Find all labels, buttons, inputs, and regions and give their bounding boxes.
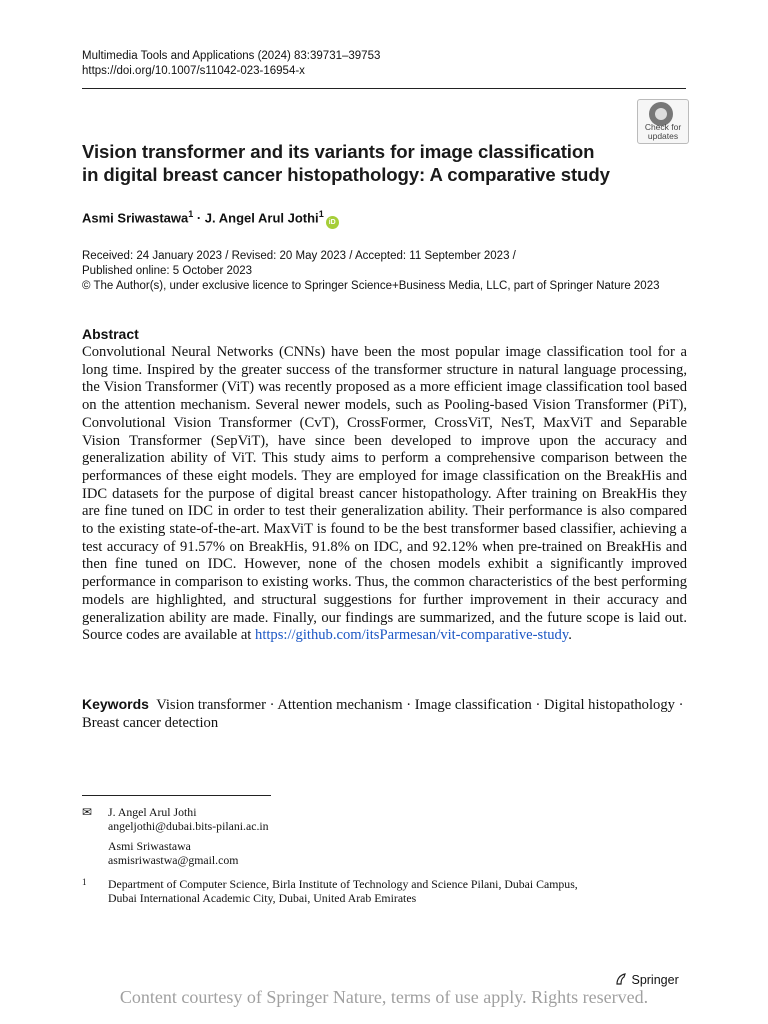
author-2[interactable]: J. Angel Arul Jothi (204, 210, 319, 226)
author-2-affil: 1 (318, 209, 324, 219)
abstract-body (82, 344, 687, 645)
keywords-label: Keywords (82, 696, 149, 712)
affiliation-line2: Dubai International Academic City, Dubai, United Arab Emirates (108, 891, 417, 905)
journal-citation: Multimedia Tools and Applications (2024) 83:39731–39753 (82, 50, 381, 62)
abstract-end: . (568, 627, 572, 644)
keywords-text: Vision transformer · Attention mechanism · Image classification · Digital histopathology · Breast cancer detection (82, 697, 684, 731)
badge-line2: updates (647, 131, 679, 141)
footnotes (82, 805, 687, 905)
abstract-text: Convolutional Neural Networks (CNNs) have been the most popular image classification tool for a long time. Inspired by the greater success of the transformer structure in natural language processing, the Vision Transformer (ViT) was recently proposed as a more efficient image classification tool based on the attention mechanism. Several newer models, such as Pooling-based Vision Transformer (PiT), Convolutional Vision Transformer (CvT), CrossFormer, CrossViT, NesT, MaxViT and Separable Vision Transformer (SepViT), have since been developed to improve upon the accuracy and generalization ability of ViT. This study aims to perform a comprehensive comparison between the performances of these eight models. They are employed for image classification on the BreakHis and IDC datasets for the purpose of digital breast cancer histopathology. After training on BreakHis they are fine tuned on IDC in order to test their generalization ability. Their performance is also compared to the existing state-of-the-art. MaxViT is found to be the best transformer based classifier, achieving a test accuracy of 91.57% on BreakHis, 91.8% on IDC, and 92.12% when pre-trained on BreakHis and then fine tuned on IDC. However, none of the chosen models exhibit a significantly improved performance in comparison to existing works. Thus, the common characteristics of the best performing models are highlighted, and structural suggestions for further improvement in their accuracy and generalization ability are made. Finally, our findings are summarized, and the future scope is laid out. Source codes are available at (82, 344, 687, 644)
title-line1: Vision transformer and its variants for image classification (82, 141, 595, 162)
springer-wordmark: Springer (631, 973, 679, 987)
publication-history (82, 249, 660, 294)
corresponding-author-name: J. Angel Arul Jothi (108, 805, 197, 819)
author-1-affil: 1 (188, 209, 194, 219)
doi-link[interactable]: https://doi.org/10.1007/s11042-023-16954-x (82, 65, 305, 77)
springer-horse-icon (614, 972, 628, 986)
copyright-line: © The Author(s), under exclusive licence to Springer Science+Business Media, LLC, part of Springer Nature 2023 (82, 280, 660, 292)
journal-header (82, 49, 380, 79)
keywords-section (82, 696, 687, 732)
badge-line1: Check for (644, 122, 682, 132)
mail-icon: ✉ (82, 805, 92, 819)
author2-email[interactable]: asmisriwastwa@gmail.com (108, 853, 239, 867)
dates-line2: Published online: 5 October 2023 (82, 265, 253, 277)
source-code-link[interactable]: https://github.com/itsParmesan/vit-comparative-study (255, 627, 569, 644)
orcid-icon[interactable]: iD (326, 216, 339, 229)
author-list (82, 209, 339, 229)
paper-title (82, 140, 642, 186)
dates-line1: Received: 24 January 2023 / Revised: 20 May 2023 / Accepted: 11 September 2023 / (82, 250, 516, 262)
affiliation-mark: 1 (82, 877, 87, 887)
header-rule (82, 88, 686, 89)
corresponding-author-email[interactable]: angeljothi@dubai.bits-pilani.ac.in (108, 819, 269, 833)
check-for-updates-badge[interactable] (637, 99, 689, 144)
springer-logo (614, 972, 679, 987)
footnote-rule (82, 795, 271, 796)
courtesy-watermark: Content courtesy of Springer Nature, terms of use apply. Rights reserved. (119, 987, 649, 1007)
author2-name: Asmi Sriwastawa (108, 839, 191, 853)
abstract-heading: Abstract (82, 326, 139, 342)
affiliation-line1: Department of Computer Science, Birla Institute of Technology and Science Pilani, Dubai Campus, (108, 877, 578, 891)
title-line2: in digital breast cancer histopathology: A comparative study (82, 164, 610, 185)
author-1[interactable]: Asmi Sriwastawa (82, 210, 189, 226)
author-separator: · (193, 210, 205, 226)
